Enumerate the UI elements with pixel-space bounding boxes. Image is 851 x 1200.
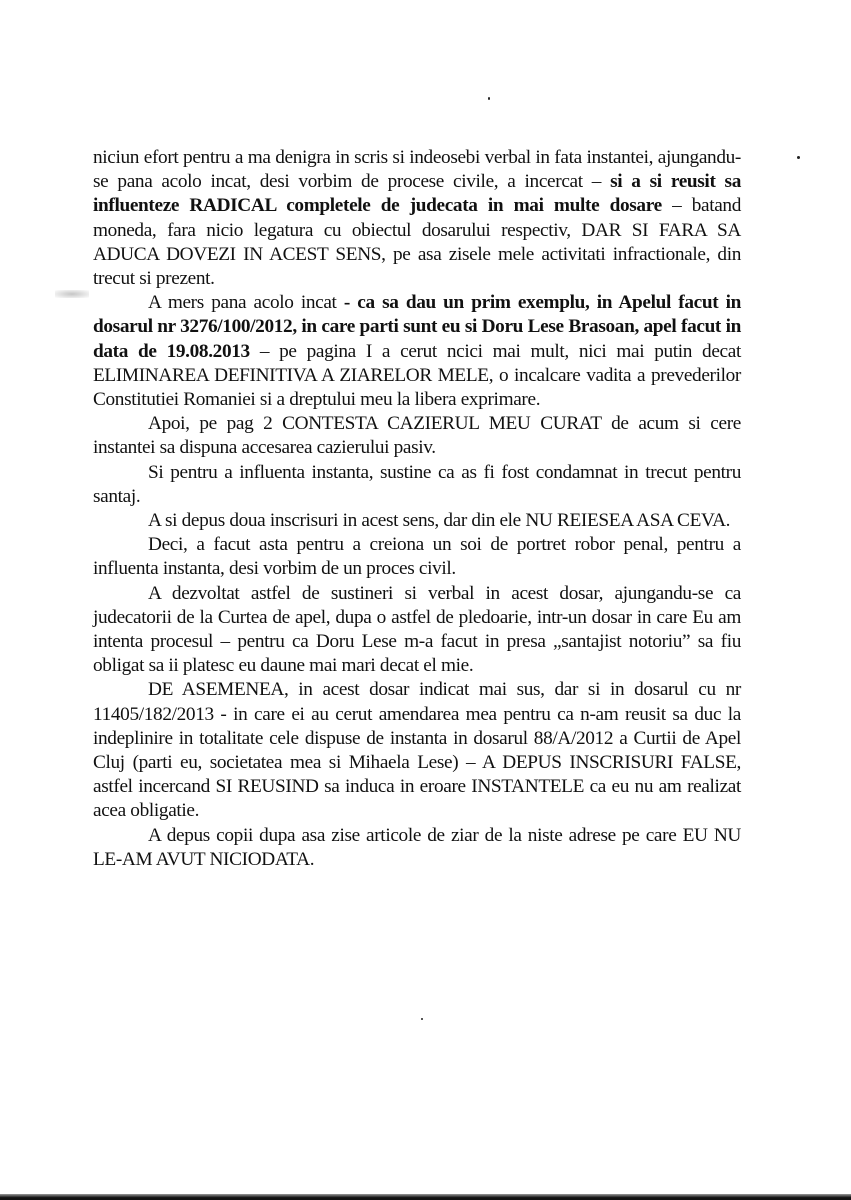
document-body <box>93 146 741 872</box>
text-run: Apoi, pe pag 2 CONTESTA CAZIERUL MEU CURAT de acum si cere instantei sa dispuna accesarea cazierului pasiv. <box>93 413 741 459</box>
text-run: A mers pana acolo incat <box>148 292 344 314</box>
text-run: – pe pagina I a cerut ncici mai mult, nici mai putin decat ELIMINAREA DEFINITIVA A ZIARELOR MELE, o incalcare vadita a prevederilor Constitutiei Romaniei si a dreptului meu la libera exprimare. <box>93 340 741 411</box>
bold-text-run: si a si reusit sa influenteze RADICAL completele de judecata in mai multe dosare <box>93 171 741 217</box>
paragraph <box>93 824 741 872</box>
paragraph <box>93 291 741 412</box>
paragraph <box>93 461 741 509</box>
paragraph <box>93 146 741 291</box>
scan-speck <box>488 97 490 100</box>
scan-speck <box>421 1018 423 1020</box>
paragraph <box>93 582 741 679</box>
text-run: niciun efort pentru a ma denigra in scris si indeosebi verbal in fata instantei, ajungandu-se pana acolo incat, desi vorbim de procese civile, a incercat – <box>93 147 741 193</box>
scan-bottom-edge <box>0 1194 851 1200</box>
text-run: – batand moneda, fara nicio legatura cu obiectul dosarului respectiv, DAR SI FARA SA ADUCA DOVEZI IN ACEST SENS, pe asa zisele mele activitati infractionale, din trecut si prezent. <box>93 195 741 290</box>
paragraph <box>93 678 741 823</box>
text-run: DE ASEMENEA, in acest dosar indicat mai sus, dar si in dosarul cu nr 11405/182/2013 - in care ei au cerut amendarea mea pentru ca n-am reusit sa duc la indeplinire in totalitate cele dispuse de instanta in dosarul 88/A/2012 a Curtii de Apel Cluj (parti eu, societatea mea si Mihaela Lese) – A DEPUS INSCRISURI FALSE, astfel incercand SI REUSIND sa induca in eroare INSTANTELE ca eu nu am realizat acea obligatie. <box>93 679 741 822</box>
text-run: A dezvoltat astfel de sustineri si verbal in acest dosar, ajungandu-se ca judecatorii de la Curtea de apel, dupa o astfel de pledoarie, intr-un dosar in care Eu am intenta procesul – pentru ca Doru Lese m-a facut in presa „santajist notoriu” sa fiu obligat sa ii platesc eu daune mai mari decat el mie. <box>93 582 741 677</box>
text-run: A si depus doua inscrisuri in acest sens, dar din ele NU REIESEA ASA CEVA. <box>148 510 731 532</box>
bold-text-run: - ca sa dau un prim exemplu, in Apelul facut in dosarul nr 3276/100/2012, in care parti sunt eu si Doru Lese Brasoan, apel facut in data de 19.08.2013 <box>93 292 741 362</box>
text-run: Deci, a facut asta pentru a creiona un soi de portret robor penal, pentru a influenta instanta, desi vorbim de un proces civil. <box>93 534 741 580</box>
scan-speck <box>797 156 800 159</box>
text-run: A depus copii dupa asa zise articole de ziar de la niste adrese pe care EU NU LE-AM AVUT NICIODATA. <box>93 824 741 870</box>
paragraph <box>93 533 741 581</box>
paragraph <box>93 509 741 533</box>
paragraph <box>93 412 741 460</box>
text-run: Si pentru a influenta instanta, sustine ca as fi fost condamnat in trecut pentru santaj. <box>93 461 741 507</box>
scan-smudge <box>55 290 89 298</box>
